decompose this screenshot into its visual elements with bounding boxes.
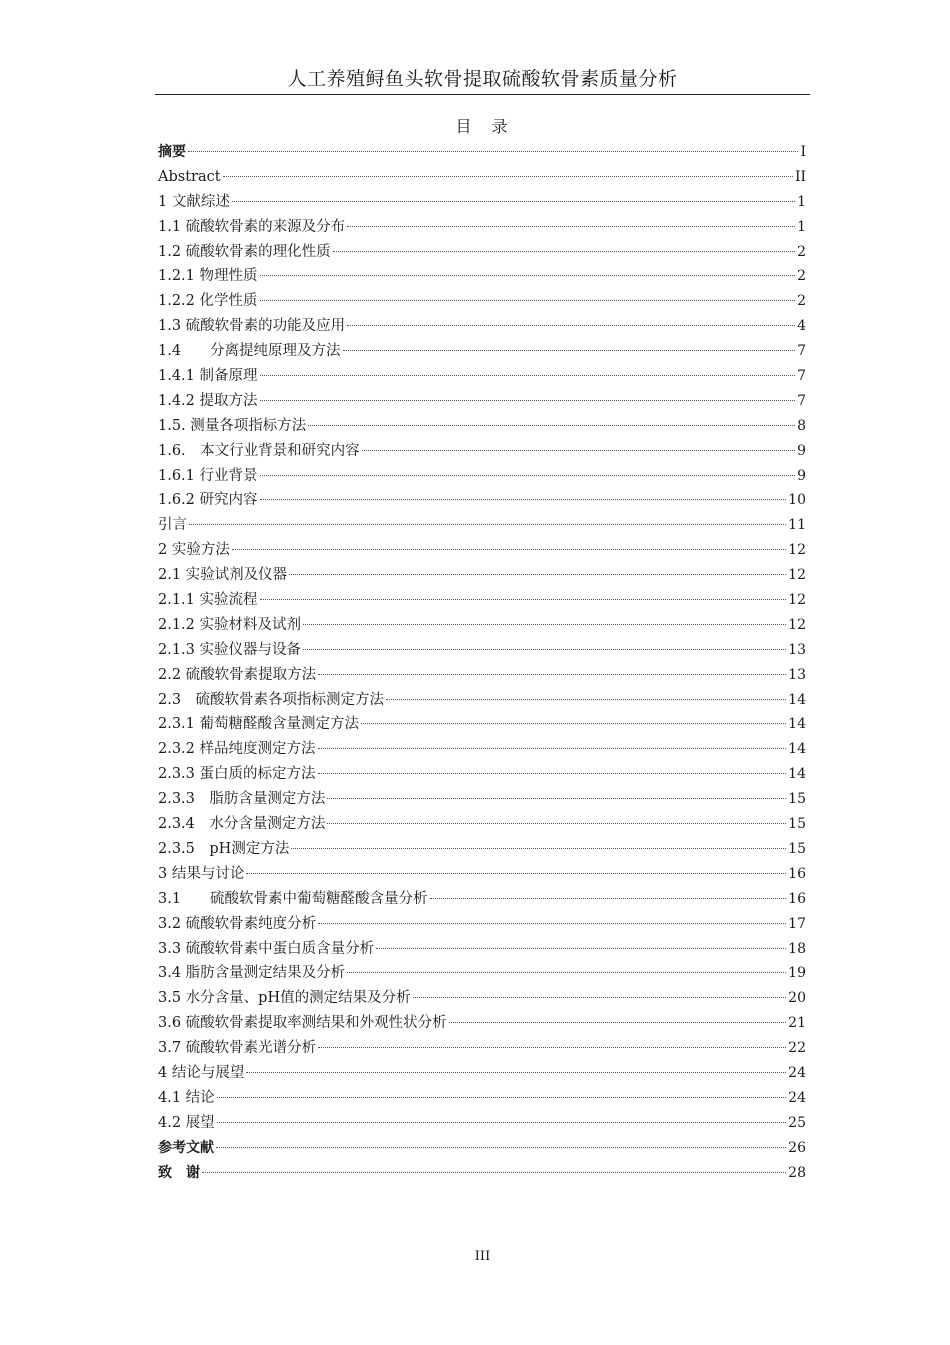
toc-entry-label: 1.4.2 提取方法 xyxy=(158,392,258,409)
toc-entry[interactable] xyxy=(158,663,806,688)
toc-dot-leader xyxy=(333,251,795,252)
toc-dot-leader xyxy=(189,524,786,525)
toc-dot-leader xyxy=(202,1172,786,1173)
toc-entry-page: 9 xyxy=(797,442,806,459)
toc-entry-page: 20 xyxy=(788,990,806,1007)
toc-entry[interactable] xyxy=(158,538,806,563)
toc-entry-page: 18 xyxy=(788,940,806,957)
toc-entry[interactable] xyxy=(158,887,806,912)
toc-entry-label: 2.3 硫酸软骨素各项指标测定方法 xyxy=(158,691,385,708)
toc-entry-label: 3 结果与讨论 xyxy=(158,865,245,882)
toc-entry[interactable] xyxy=(158,837,806,862)
toc-dot-leader xyxy=(260,599,787,600)
toc-entry-page: 24 xyxy=(788,1089,806,1106)
toc-dot-leader xyxy=(260,275,796,276)
toc-dot-leader xyxy=(246,1072,786,1073)
toc-entry-label: 4 结论与展望 xyxy=(158,1064,245,1081)
toc-entry-label: 3.4 脂肪含量测定结果及分析 xyxy=(158,965,346,982)
toc-entry[interactable] xyxy=(158,737,806,762)
toc-entry-label: 2.1.1 实验流程 xyxy=(158,592,258,609)
toc-dot-leader xyxy=(449,1022,787,1023)
toc-dot-leader xyxy=(347,226,795,227)
toc-dot-leader xyxy=(318,923,786,924)
toc-entry-page: 14 xyxy=(788,691,806,708)
toc-entry-label: 3.7 硫酸软骨素光谱分析 xyxy=(158,1040,317,1057)
toc-entry[interactable] xyxy=(158,289,806,314)
toc-entry[interactable] xyxy=(158,638,806,663)
toc-entry[interactable] xyxy=(158,264,806,289)
toc-dot-leader xyxy=(413,997,787,998)
toc-entry-page: 17 xyxy=(788,915,806,932)
toc-dot-leader xyxy=(217,1122,787,1123)
toc-entry[interactable] xyxy=(158,961,806,986)
toc-dot-leader xyxy=(327,823,786,824)
toc-entry[interactable] xyxy=(158,140,806,165)
toc-dot-leader xyxy=(260,300,796,301)
toc-dot-leader xyxy=(188,151,798,152)
toc-entry-label: 摘要 xyxy=(158,144,186,160)
toc-dot-leader xyxy=(318,773,787,774)
toc-dot-leader xyxy=(246,873,786,874)
toc-entry-page: 13 xyxy=(788,641,806,658)
toc-entry-page: 14 xyxy=(788,716,806,733)
toc-entry[interactable] xyxy=(158,613,806,638)
toc-entry-label: 2 实验方法 xyxy=(158,542,230,559)
toc-dot-leader xyxy=(223,176,793,177)
toc-entry-page: 15 xyxy=(788,791,806,808)
toc-entry-page: 7 xyxy=(797,392,806,409)
toc-dot-leader xyxy=(289,574,786,575)
toc-dot-leader xyxy=(318,1047,786,1048)
toc-entry[interactable] xyxy=(158,862,806,887)
toc-entry-label: 4.2 展望 xyxy=(158,1114,215,1131)
toc-dot-leader xyxy=(260,475,796,476)
toc-entry[interactable] xyxy=(158,937,806,962)
toc-entry[interactable] xyxy=(158,1111,806,1136)
toc-entry[interactable] xyxy=(158,1036,806,1061)
toc-entry-page: 25 xyxy=(788,1114,806,1131)
toc-entry-label: 4.1 结论 xyxy=(158,1089,215,1106)
toc-entry-label: 引言 xyxy=(158,517,187,534)
toc-dot-leader xyxy=(260,400,796,401)
toc-entry-label: 1.2.2 化学性质 xyxy=(158,293,258,310)
toc-entry-label: 1 文献综述 xyxy=(158,193,230,210)
toc-dot-leader xyxy=(260,499,787,500)
toc-entry-page: 14 xyxy=(788,741,806,758)
toc-dot-leader xyxy=(347,325,795,326)
toc-entry-label: 致 谢 xyxy=(158,1164,200,1181)
toc-entry[interactable] xyxy=(158,1086,806,1111)
toc-entry-page: 21 xyxy=(788,1015,806,1032)
toc-entry-page: 15 xyxy=(788,816,806,833)
toc-entry-page: 16 xyxy=(788,865,806,882)
toc-entry[interactable] xyxy=(158,240,806,265)
toc-entry-label: 1.5. 测量各项指标方法 xyxy=(158,417,307,434)
toc-entry[interactable] xyxy=(158,513,806,538)
toc-entry[interactable] xyxy=(158,389,806,414)
toc-entry-page: 15 xyxy=(788,840,806,857)
toc-entry[interactable] xyxy=(158,439,806,464)
table-of-contents xyxy=(158,140,806,1185)
toc-entry-page: 13 xyxy=(788,666,806,683)
toc-entry-label: 1.2.1 物理性质 xyxy=(158,268,258,285)
toc-dot-leader xyxy=(327,798,786,799)
toc-entry[interactable] xyxy=(158,712,806,737)
toc-dot-leader xyxy=(430,898,787,899)
toc-entry-label: 2.3.5 pH测定方法 xyxy=(158,840,290,857)
toc-entry-label: 2.3.1 葡萄糖醛酸含量测定方法 xyxy=(158,716,360,733)
toc-dot-leader xyxy=(303,624,786,625)
toc-entry-page: 7 xyxy=(797,343,806,360)
toc-entry-label: 1.6. 本文行业背景和研究内容 xyxy=(158,442,360,459)
toc-entry-page: 24 xyxy=(788,1064,806,1081)
toc-dot-leader xyxy=(361,723,786,724)
toc-entry[interactable] xyxy=(158,1136,806,1161)
toc-dot-leader xyxy=(291,848,786,849)
toc-entry[interactable] xyxy=(158,165,806,190)
toc-entry[interactable] xyxy=(158,414,806,439)
toc-entry-label: 2.1.2 实验材料及试剂 xyxy=(158,616,302,633)
toc-entry-page: 1 xyxy=(797,193,806,210)
toc-entry[interactable] xyxy=(158,1011,806,1036)
toc-entry-page: II xyxy=(794,168,806,185)
toc-entry-page: 2 xyxy=(797,268,806,285)
toc-entry-label: 3.6 硫酸软骨素提取率测结果和外观性状分析 xyxy=(158,1015,447,1032)
toc-entry-page: 12 xyxy=(788,616,806,633)
toc-dot-leader xyxy=(318,674,786,675)
toc-entry-label: 2.1.3 实验仪器与设备 xyxy=(158,641,302,658)
page-header-title: 人工养殖鲟鱼头软骨提取硫酸软骨素质量分析 xyxy=(287,68,678,90)
toc-entry[interactable] xyxy=(158,314,806,339)
toc-dot-leader xyxy=(347,972,786,973)
toc-entry-label: 3.5 水分含量、pH值的测定结果及分析 xyxy=(158,990,411,1007)
toc-entry-label: 3.3 硫酸软骨素中蛋白质含量分析 xyxy=(158,940,375,957)
toc-entry-page: 22 xyxy=(788,1040,806,1057)
toc-entry[interactable] xyxy=(158,787,806,812)
toc-dot-leader xyxy=(303,649,786,650)
toc-entry-page: 16 xyxy=(788,890,806,907)
toc-entry[interactable] xyxy=(158,563,806,588)
toc-entry[interactable] xyxy=(158,1061,806,1086)
toc-entry-label: 3.2 硫酸软骨素纯度分析 xyxy=(158,915,317,932)
toc-dot-leader xyxy=(308,425,795,426)
toc-entry-page: 2 xyxy=(797,293,806,310)
toc-entry-label: 1.6.2 研究内容 xyxy=(158,492,258,509)
toc-entry-label: 1.1 硫酸软骨素的来源及分布 xyxy=(158,218,346,235)
toc-entry-page: 1 xyxy=(797,218,806,235)
toc-entry-label: 1.6.1 行业背景 xyxy=(158,467,258,484)
toc-entry-label: 2.1 实验试剂及仪器 xyxy=(158,567,288,584)
toc-dot-leader xyxy=(232,201,795,202)
toc-dot-leader xyxy=(216,1147,786,1148)
toc-entry-page: 12 xyxy=(788,592,806,609)
toc-entry-label: 2.3.3 脂肪含量测定方法 xyxy=(158,791,326,808)
toc-dot-leader xyxy=(376,948,786,949)
toc-entry-page: 2 xyxy=(797,243,806,260)
toc-entry-page: 11 xyxy=(788,517,806,534)
toc-entry-page: 9 xyxy=(797,467,806,484)
toc-entry[interactable] xyxy=(158,1161,806,1186)
toc-entry-label: 3.1 硫酸软骨素中葡萄糖醛酸含量分析 xyxy=(158,890,428,907)
toc-entry[interactable] xyxy=(158,488,806,513)
header-divider xyxy=(155,94,810,95)
toc-entry[interactable] xyxy=(158,912,806,937)
toc-entry-label: 1.4 分离提纯原理及方法 xyxy=(158,343,341,360)
toc-entry[interactable] xyxy=(158,215,806,240)
toc-entry-page: I xyxy=(800,144,806,160)
toc-entry-page: 4 xyxy=(797,318,806,335)
toc-entry-label: 2.2 硫酸软骨素提取方法 xyxy=(158,666,317,683)
toc-entry-page: 28 xyxy=(788,1164,806,1181)
toc-entry-label: 2.3.2 样品纯度测定方法 xyxy=(158,741,316,758)
toc-entry-label: Abstract xyxy=(158,168,221,185)
toc-dot-leader xyxy=(386,699,786,700)
toc-entry[interactable] xyxy=(158,688,806,713)
toc-dot-leader xyxy=(260,375,796,376)
toc-entry-page: 26 xyxy=(788,1139,806,1156)
toc-entry-page: 8 xyxy=(797,417,806,434)
toc-entry[interactable] xyxy=(158,464,806,489)
toc-entry[interactable] xyxy=(158,762,806,787)
toc-entry-page: 7 xyxy=(797,368,806,385)
toc-entry-label: 2.3.3 蛋白质的标定方法 xyxy=(158,766,316,783)
toc-entry-label: 1.4.1 制备原理 xyxy=(158,368,258,385)
toc-entry-label: 1.3 硫酸软骨素的功能及应用 xyxy=(158,318,346,335)
toc-entry-page: 12 xyxy=(788,567,806,584)
toc-entry[interactable] xyxy=(158,364,806,389)
toc-entry[interactable] xyxy=(158,986,806,1011)
toc-entry[interactable] xyxy=(158,588,806,613)
toc-dot-leader xyxy=(217,1097,787,1098)
toc-entry-label: 1.2 硫酸软骨素的理化性质 xyxy=(158,243,331,260)
toc-dot-leader xyxy=(318,748,787,749)
toc-entry-page: 12 xyxy=(788,542,806,559)
toc-dot-leader xyxy=(232,549,786,550)
toc-entry[interactable] xyxy=(158,190,806,215)
toc-entry-page: 10 xyxy=(788,492,806,509)
toc-entry-page: 14 xyxy=(788,766,806,783)
page-number: III xyxy=(474,1249,491,1264)
toc-dot-leader xyxy=(362,450,795,451)
toc-entry[interactable] xyxy=(158,812,806,837)
toc-dot-leader xyxy=(343,350,796,351)
toc-entry[interactable] xyxy=(158,339,806,364)
toc-entry-label: 2.3.4 水分含量测定方法 xyxy=(158,816,326,833)
toc-entry-label: 参考文献 xyxy=(158,1139,214,1156)
toc-title: 目 录 xyxy=(455,117,510,136)
toc-entry-page: 19 xyxy=(788,965,806,982)
